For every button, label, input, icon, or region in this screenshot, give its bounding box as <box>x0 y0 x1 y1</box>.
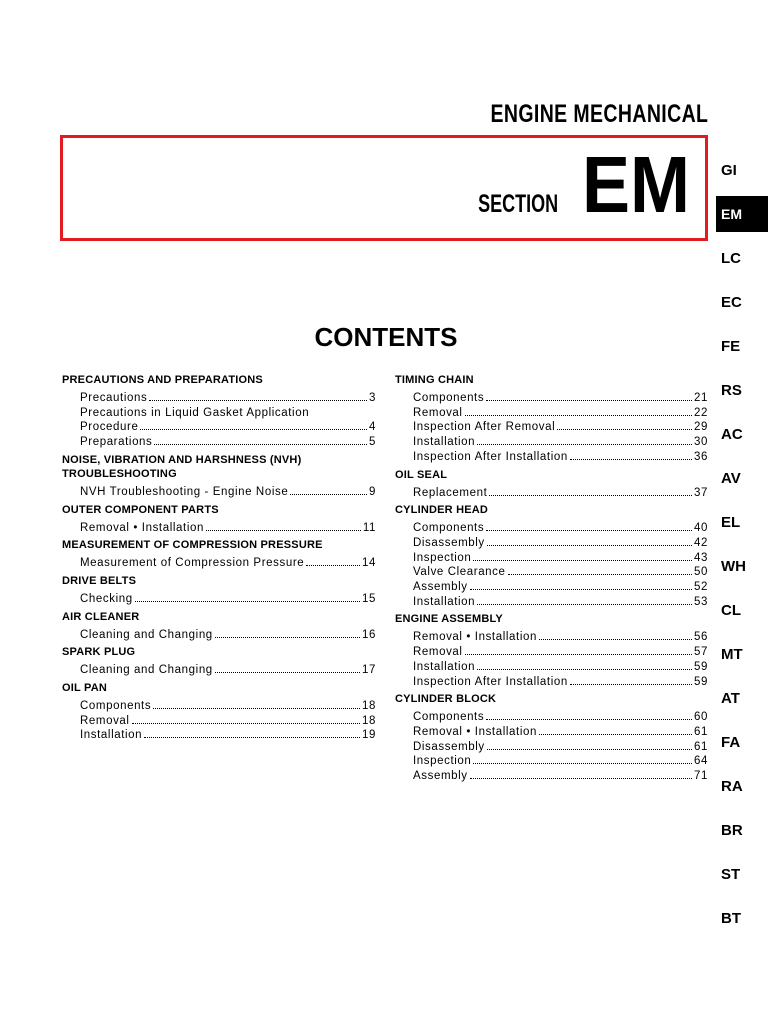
section-tab-ac[interactable]: AC <box>721 425 743 443</box>
toc-page-number: 52 <box>694 581 708 594</box>
toc-entry-label: Installation <box>413 595 476 608</box>
section-tab-bt[interactable]: BT <box>721 909 741 927</box>
toc-section <box>395 373 708 465</box>
toc-section <box>395 468 708 501</box>
toc-entry[interactable] <box>62 485 376 500</box>
toc-entry[interactable] <box>395 630 708 645</box>
toc-page-number: 60 <box>694 711 708 724</box>
toc-page-number: 57 <box>694 646 708 659</box>
section-tab-fa[interactable]: FA <box>721 733 741 751</box>
dot-leader <box>477 669 692 670</box>
toc-page-number: 21 <box>694 392 708 404</box>
toc-entry-label: Procedure <box>80 421 139 434</box>
toc-entry[interactable] <box>395 450 708 465</box>
dot-leader <box>135 601 360 602</box>
toc-entry[interactable] <box>395 675 708 690</box>
dot-leader <box>290 494 367 495</box>
toc-entry-label: Measurement of Compression Pressure <box>80 557 305 570</box>
section-tab-rs[interactable]: RS <box>721 381 742 399</box>
toc-page-number: 22 <box>694 406 708 419</box>
toc-entry-label: Components <box>413 711 485 724</box>
dot-leader <box>489 495 692 496</box>
dot-leader <box>486 400 692 401</box>
section-tab-ra[interactable]: RA <box>721 777 743 795</box>
section-tab-index <box>716 148 768 940</box>
dot-leader <box>486 719 692 720</box>
toc-section <box>62 610 376 643</box>
toc-page-number: 3 <box>369 392 376 404</box>
toc-section-heading[interactable]: MEASUREMENT OF COMPRESSION PRESSURE <box>62 539 323 552</box>
toc-section <box>62 503 376 536</box>
section-tab-at[interactable]: AT <box>721 689 740 707</box>
toc-page-number: 43 <box>694 551 708 564</box>
toc-section-heading[interactable]: SPARK PLUG <box>62 646 136 659</box>
toc-entry-label: Removal <box>80 714 130 727</box>
dot-leader <box>140 429 367 430</box>
toc-page-number: 18 <box>362 700 376 713</box>
toc-section-heading[interactable]: OUTER COMPONENT PARTS <box>62 503 219 516</box>
toc-right-column <box>395 371 708 787</box>
section-tab-lc[interactable]: LC <box>721 249 741 267</box>
dot-leader <box>487 545 692 546</box>
toc-entry[interactable] <box>62 728 376 743</box>
toc-entry-label: Removal <box>413 406 463 419</box>
section-tab-cl[interactable]: CL <box>721 601 741 619</box>
toc-section <box>395 612 708 689</box>
toc-page-number: 11 <box>362 521 376 534</box>
dot-leader <box>215 672 360 673</box>
toc-section-heading[interactable]: NOISE, VIBRATION AND HARSHNESS (NVH) TROUBLESHOOTING <box>62 453 302 480</box>
toc-section <box>395 503 708 609</box>
toc-entry-label: Inspection After Removal <box>413 421 556 434</box>
dot-leader <box>486 530 692 531</box>
toc-page-number: 59 <box>694 660 708 673</box>
toc-entry-label: Components <box>413 392 485 404</box>
contents-heading: CONTENTS <box>314 322 458 352</box>
toc-entry-label: Disassembly <box>413 536 485 549</box>
toc-section <box>395 692 708 784</box>
dot-leader <box>539 639 692 640</box>
toc-page-number: 29 <box>694 421 708 434</box>
toc-entry[interactable] <box>62 663 376 678</box>
section-tab-gi[interactable]: GI <box>721 161 737 179</box>
toc-entry-label: Checking <box>80 592 133 605</box>
toc-entry-label: Preparations <box>80 436 153 449</box>
toc-entry-label: Components <box>80 700 152 713</box>
toc-section <box>62 645 376 678</box>
toc-entry[interactable] <box>395 580 708 595</box>
toc-entry-label: Cleaning and Changing <box>80 628 213 641</box>
section-tab-el[interactable]: EL <box>721 513 741 531</box>
toc-entry[interactable] <box>62 391 376 406</box>
toc-page-number: 9 <box>369 485 376 498</box>
toc-section-heading[interactable]: CYLINDER HEAD <box>395 504 489 517</box>
toc-entry[interactable] <box>62 714 376 729</box>
dot-leader <box>473 560 692 561</box>
toc-entry[interactable] <box>395 710 708 725</box>
toc-entry[interactable] <box>395 486 708 501</box>
dot-leader <box>154 444 367 445</box>
toc-entry[interactable] <box>395 536 708 551</box>
toc-entry-label: Removal <box>413 646 463 659</box>
toc-entry[interactable] <box>395 521 708 536</box>
dot-leader <box>206 530 361 531</box>
dot-leader <box>539 734 692 735</box>
toc-page-number: 4 <box>369 421 376 434</box>
dot-leader <box>473 763 692 764</box>
toc-page-number: 42 <box>694 536 708 549</box>
dot-leader <box>487 749 692 750</box>
toc-entry-label: Inspection <box>413 755 472 768</box>
toc-section-heading[interactable]: PRECAUTIONS AND PREPARATIONS <box>62 374 263 386</box>
toc-page-number: 71 <box>694 770 708 783</box>
dot-leader <box>508 574 692 575</box>
toc-page-number: 14 <box>362 557 376 570</box>
dot-leader <box>465 654 692 655</box>
toc-entry[interactable] <box>395 769 708 784</box>
toc-section-heading[interactable]: OIL PAN <box>62 682 107 695</box>
toc-entry[interactable] <box>395 725 708 740</box>
dot-leader <box>477 444 692 445</box>
toc-section <box>62 681 376 743</box>
section-tab-st[interactable]: ST <box>721 865 741 883</box>
toc-entry-label: Assembly <box>413 581 468 594</box>
toc-entry-label: Installation <box>80 729 143 742</box>
toc-entry-label: Removal • Installation <box>80 521 204 534</box>
toc-entry[interactable] <box>395 595 708 610</box>
toc-entry[interactable] <box>62 628 376 643</box>
toc-entry[interactable] <box>395 420 708 435</box>
toc-entry-label: Precautions <box>80 392 148 404</box>
dot-leader <box>477 604 692 605</box>
toc-entry-label: Installation <box>413 436 476 449</box>
section-label: SECTION <box>477 190 558 218</box>
toc-entry-label: Inspection After Installation <box>413 450 568 463</box>
toc-entry[interactable] <box>62 592 376 607</box>
toc-page-number: 17 <box>362 664 376 677</box>
dot-leader <box>570 684 692 685</box>
section-tab-ec[interactable]: EC <box>721 293 742 311</box>
toc-entry-label: Removal • Installation <box>413 725 537 738</box>
toc-page-number: 18 <box>362 714 376 727</box>
toc-page-number: 50 <box>694 566 708 579</box>
section-tab-av[interactable]: AV <box>721 469 741 487</box>
toc-section-heading[interactable]: TIMING CHAIN <box>395 374 474 386</box>
toc-entry-label: Components <box>413 522 485 535</box>
toc-section <box>62 453 376 500</box>
toc-entry-label: NVH Troubleshooting - Engine Noise <box>80 485 289 498</box>
section-tab-mt[interactable]: MT <box>721 645 743 663</box>
toc-page-number: 5 <box>369 436 376 449</box>
toc-entry[interactable] <box>395 660 708 675</box>
section-tab-wh[interactable]: WH <box>721 557 746 575</box>
toc-entry-label: Disassembly <box>413 740 485 753</box>
toc-page-number: 53 <box>694 595 708 608</box>
toc-entry-label: Assembly <box>413 770 468 783</box>
toc-left-column <box>62 371 376 746</box>
toc-page-number: 40 <box>694 522 708 535</box>
dot-leader <box>153 708 360 709</box>
toc-section <box>62 538 376 571</box>
toc-page-number: 64 <box>694 755 708 768</box>
toc-section <box>62 574 376 607</box>
toc-page-number: 30 <box>694 436 708 449</box>
toc-entry[interactable] <box>62 521 376 536</box>
toc-entry-label: Valve Clearance <box>413 566 506 579</box>
toc-entry[interactable] <box>395 740 708 755</box>
toc-entry-label: Inspection <box>413 551 472 564</box>
toc-page-number: 16 <box>362 628 376 641</box>
toc-entry-label: Installation <box>413 660 476 673</box>
toc-entry[interactable] <box>62 699 376 714</box>
toc-entry-line1[interactable]: Precautions in Liquid Gasket Application <box>80 406 310 419</box>
dot-leader <box>149 400 367 401</box>
dot-leader <box>132 723 360 724</box>
dot-leader <box>470 589 692 590</box>
toc-section-heading[interactable]: AIR CLEANER <box>62 610 140 623</box>
toc-page-number: 36 <box>694 450 708 463</box>
toc-entry[interactable] <box>395 565 708 580</box>
toc-entry[interactable] <box>395 435 708 450</box>
toc-entry-label: Cleaning and Changing <box>80 664 213 677</box>
dot-leader <box>470 778 692 779</box>
toc-entry[interactable] <box>62 420 376 435</box>
toc-entry[interactable] <box>395 754 708 769</box>
section-tab-fe[interactable]: FE <box>721 337 741 355</box>
manual-title: ENGINE MECHANICAL <box>490 100 708 128</box>
toc-entry[interactable] <box>395 391 708 406</box>
dot-leader <box>144 737 360 738</box>
toc-entry[interactable] <box>395 645 708 660</box>
dot-leader <box>570 459 692 460</box>
dot-leader <box>306 565 360 566</box>
toc-page-number: 37 <box>694 486 708 499</box>
dot-leader <box>465 415 692 416</box>
toc-section-heading[interactable]: CYLINDER BLOCK <box>395 693 497 706</box>
toc-section-heading[interactable]: ENGINE ASSEMBLY <box>395 613 503 626</box>
section-tab-br[interactable]: BR <box>721 821 743 839</box>
toc-entry-label: Removal • Installation <box>413 631 537 644</box>
toc-entry-label: Replacement <box>413 486 488 499</box>
toc-entry-label: Inspection After Installation <box>413 675 568 688</box>
toc-section-heading[interactable]: OIL SEAL <box>395 468 448 481</box>
toc-entry[interactable] <box>395 406 708 421</box>
toc-entry[interactable] <box>62 556 376 571</box>
toc-page-number: 61 <box>694 740 708 753</box>
toc-entry[interactable] <box>62 435 376 450</box>
toc-entry[interactable] <box>395 551 708 566</box>
toc-section-heading[interactable]: DRIVE BELTS <box>62 574 137 587</box>
toc-page-number: 59 <box>694 675 708 688</box>
toc-page-number: 61 <box>694 725 708 738</box>
toc-page-number: 15 <box>362 592 376 605</box>
toc-page-number: 56 <box>694 631 708 644</box>
dot-leader <box>215 637 360 638</box>
dot-leader <box>557 429 692 430</box>
section-code: EM <box>582 140 690 229</box>
toc-section <box>62 373 376 450</box>
section-tab-em[interactable]: EM <box>716 196 768 232</box>
toc-page-number: 19 <box>362 729 376 742</box>
